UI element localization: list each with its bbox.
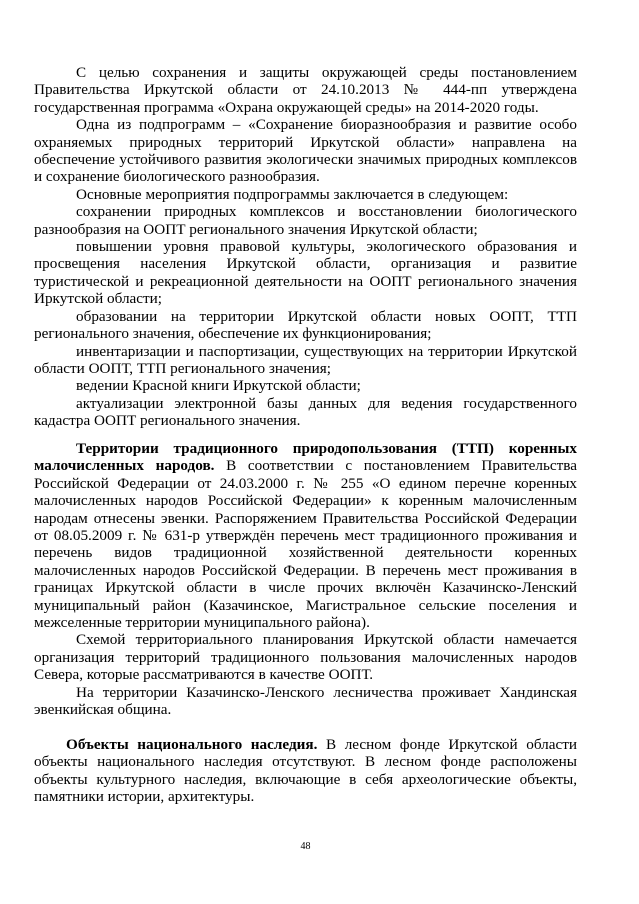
page-number: 48 bbox=[300, 841, 311, 852]
measure-item: ведении Красной книги Иркутской области; bbox=[76, 377, 361, 395]
paragraph-community: На территории Казачинско-Ленского лесничества проживает Хандинская эвенкийская община. bbox=[34, 683, 577, 719]
heritage-section bbox=[34, 736, 577, 806]
ttp-heading: Территории традиционного природопользования (ТТП) коренных малочисленных народов. bbox=[34, 440, 577, 475]
ttp-intro-text: В соответствии с постановлением Правительства Российской Федерации от 24.03.2000 г. № 255 «О едином перечне коренных малочисленных народов Российской Федерации» к коренным малочисленным народам отнесены эвенки. Распоряжением Правительства Российской Федерации от 08.05.2009 г. № 631-р утверждён перечень мест традиционного проживания и перечень видов традиционной хозяйственной деятельности коренных малочисленных народов Российской Федерации. В перечень мест проживания в границах Иркутской области в числе прочих включён Казачинско-Ленский муниципальный район (Казачинское, Магистральное сельские поселения и межселенные территории муниципального района). bbox=[34, 457, 577, 632]
paragraph-program-intro: С целью сохранения и защиты окружающей среды постановлением Правительства Иркутской области от 24.10.2013 № 444-пп утверждена государственная программа «Охрана окружающей среды» на 2014-2020 годы. bbox=[34, 64, 577, 116]
ttp-paragraph bbox=[34, 440, 577, 631]
ttp-section bbox=[34, 440, 577, 719]
measure-item: сохранении природных комплексов и восстановлении биологического разнообразия на ООПТ регионального значения Иркутской области; bbox=[34, 203, 577, 238]
program-section bbox=[34, 64, 577, 430]
measure-item: повышении уровня правовой культуры, экологического образования и просвещения населения Иркутской области, организация и развитие туристической и рекреационной деятельности на ООПТ регионального значения Иркутской области; bbox=[34, 238, 577, 308]
measure-item: инвентаризации и паспортизации, существующих на территории Иркутской области ООПТ, ТТП регионального значения; bbox=[34, 342, 577, 377]
paragraph-measures-intro: Основные мероприятия подпрограммы заключается в следующем: bbox=[76, 185, 509, 203]
heritage-intro-text: В лесном фонде Иркутской области объекты национального наследия отсутствуют. В лесном фонде расположены объекты культурного наследия, включающие в себя археологические объекты, памятники истории, архитектуры. bbox=[34, 736, 577, 806]
heritage-paragraph bbox=[34, 736, 577, 806]
heritage-heading: Объекты национального наследия. bbox=[66, 736, 318, 753]
measure-item: актуализации электронной базы данных для ведения государственного кадастра ООПТ регионального значения. bbox=[34, 394, 577, 430]
paragraph-subprogram: Одна из подпрограмм – «Сохранение биоразнообразия и развитие особо охраняемых природных территорий Иркутской области» направлена на обеспечение устойчивого развития экологически значимых природных комплексов и сохранение биологического разнообразия. bbox=[34, 116, 577, 186]
measure-item: образовании на территории Иркутской области новых ООПТ, ТТП регионального значения, обеспечение их функционирования; bbox=[34, 307, 577, 343]
paragraph-territorial-planning: Схемой территориального планирования Иркутской области намечается организация территорий традиционного пользования малочисленных народов Севера, которые рассматриваются в качестве ООПТ. bbox=[34, 631, 577, 684]
